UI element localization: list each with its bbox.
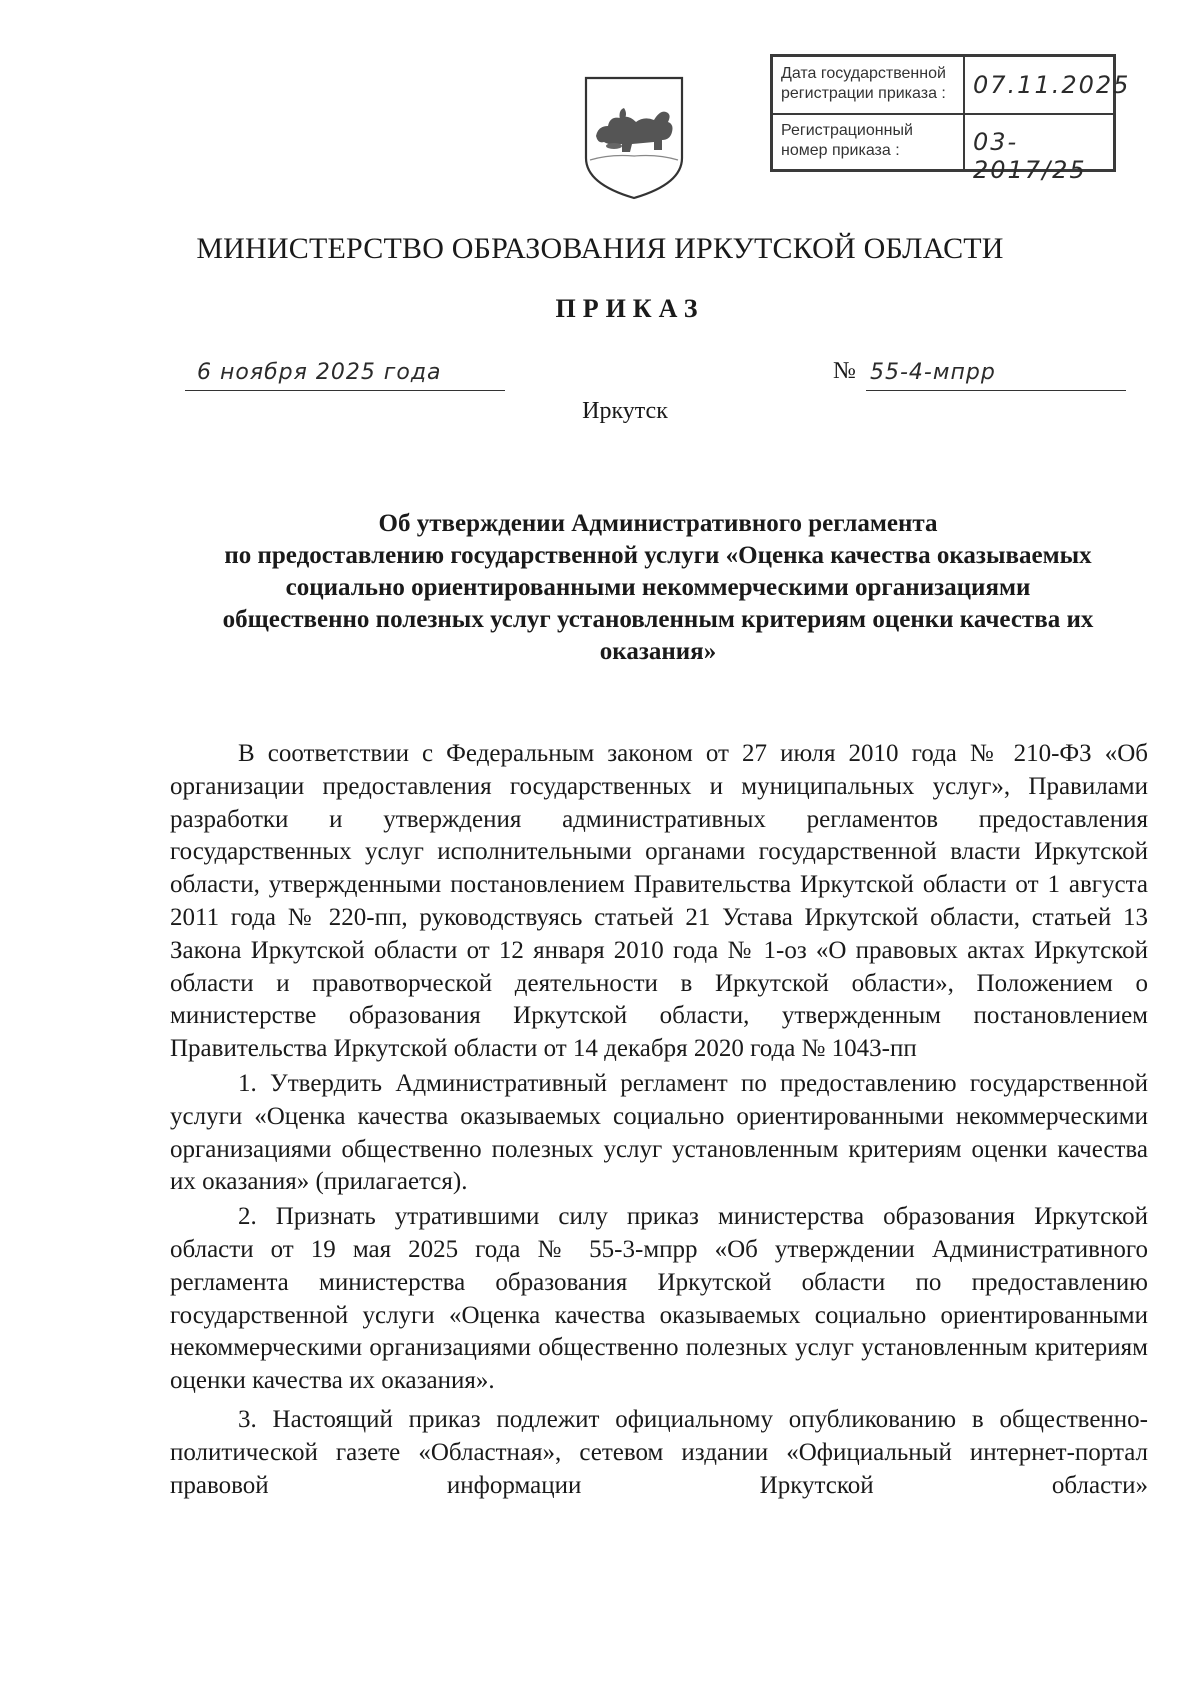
reg-date-label: Дата государственной регистрации приказа : <box>781 65 946 102</box>
number-field <box>866 360 1126 391</box>
document-type: ПРИКАЗ <box>555 294 705 323</box>
item-3-paragraph: 3. Настоящий приказ подлежит официальному опубликованию в общественно-политической газете «Областная», сетевом издании «Официальный интернет-портал правовой информации Иркутской области» <box>170 1405 1148 1499</box>
heading-line: по предоставлению государственной услуги «Оценка качества оказываемых <box>224 542 1092 569</box>
stamp-divider <box>963 57 965 113</box>
heading-line: Об утверждении Административного регламента <box>378 510 938 537</box>
registration-stamp <box>770 54 1131 184</box>
order-number: 55-4-мпрр <box>870 360 996 385</box>
stamp-row-date <box>773 57 1131 115</box>
heading-line: оказания» <box>599 638 717 665</box>
reg-date-value: 07.11.2025 <box>973 71 1131 99</box>
preamble-paragraph: В соответствии с Федеральным законом от 27 июля 2010 года № 210-ФЗ «Об организации предоставления государственных и муниципальных услуг», Правилами разработки и утверждения административных регламентов предоставления государственных услуг исполнительными органами государственной власти Иркутской области, утвержденными постановлением Правительства Иркутской области от 1 августа 2011 года № 220-пп, руководствуясь статьей 21 Устава Иркутской области, статьей 13 Закона Иркутской области от 12 января 2010 года № 1-оз «О правовых актах Иркутской области и правотворческой деятельности в Иркутской области», Положением о министерстве образования Иркутской области, утвержденным постановлением Правительства Иркутской области от 14 декабря 2020 года № 1043-пп <box>170 740 1148 1063</box>
ministry-name: МИНИСТЕРСТВО ОБРАЗОВАНИЯ ИРКУТСКОЙ ОБЛАСТИ <box>196 232 1004 265</box>
stamp-row-number <box>773 114 1113 184</box>
number-sign: № <box>833 358 856 384</box>
heading-line: социально ориентированными некоммерческими организациями <box>285 574 1031 601</box>
document-body <box>170 738 1148 1502</box>
item-1-paragraph: 1. Утвердить Административный регламент по предоставлению государственной услуги «Оценка качества оказываемых социально ориентированными некоммерческими организациями общественно полезных услуг установленным критериям оценки качества их оказания» (прилагается). <box>170 1069 1148 1196</box>
coat-of-arms-emblem <box>580 74 688 200</box>
heading-line: общественно полезных услуг установленным критериям оценки качества их <box>222 606 1094 633</box>
document-heading <box>168 508 1148 668</box>
date-field <box>185 360 505 391</box>
item-2-paragraph: 2. Признать утратившими силу приказ министерства образования Иркутской области от 19 мая 2025 года № 55-3-мпрр «Об утверждении Административного регламента министерства образования Иркутской области по предоставлению государственной услуги «Оценка качества оказываемых социально ориентированными некоммерческими организациями общественно полезных услуг установленным критериям оценки качества их оказания». <box>170 1203 1148 1395</box>
city-name: Иркутск <box>582 398 668 424</box>
stamp-divider <box>963 114 965 170</box>
order-date: 6 ноября 2025 года <box>197 360 442 385</box>
reg-number-label: Регистрационный номер приказа : <box>781 122 913 159</box>
reg-number-value: 03-2017/25 <box>973 128 1087 184</box>
